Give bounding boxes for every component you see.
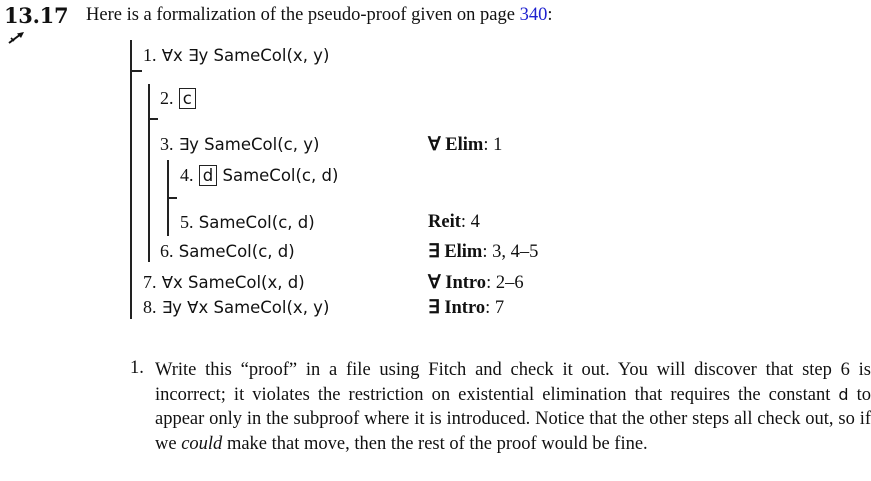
boxed-constant: d	[199, 165, 217, 186]
arrow-icon	[7, 31, 25, 45]
justification-7	[428, 272, 524, 294]
boxed-constant: c	[179, 88, 196, 109]
proof-line-4	[180, 165, 338, 186]
main-scope-bar	[130, 40, 132, 319]
formula: ∀x SameCol(x, d)	[161, 273, 305, 292]
exercise-intro-end: :	[547, 5, 553, 25]
line-number: 1.	[143, 45, 157, 65]
proof-line-6	[160, 241, 295, 262]
problem-text-part: make that move, then the rest of the proof would be fine.	[222, 433, 648, 454]
citation: : 7	[485, 298, 505, 318]
subproof-c-bar	[148, 84, 150, 262]
line-number: 4.	[180, 165, 194, 185]
citation: : 4	[460, 212, 480, 232]
subproof-d-line	[167, 197, 177, 199]
problem-text-part: Write this “proof” in a file using Fitch and check it out. You will discover that step 6 is incorrect; it violates the restriction on existential elimination that requires the constant	[155, 360, 871, 405]
justification-6	[428, 241, 538, 263]
justification-5	[428, 212, 480, 233]
line-number: 3.	[160, 134, 174, 154]
emphasis-could: could	[181, 433, 223, 454]
justification-8	[428, 297, 504, 319]
problem-paragraph	[155, 358, 871, 456]
formula: ∃y SameCol(c, y)	[178, 135, 320, 154]
rule: ∃ Elim	[428, 242, 483, 262]
premise-line	[130, 70, 142, 72]
line-number: 7.	[143, 272, 157, 292]
proof-line-7	[143, 272, 305, 293]
proof-line-1	[143, 45, 329, 66]
citation: : 2–6	[486, 273, 524, 293]
exercise-number: 13.17	[4, 3, 69, 28]
proof-line-2	[160, 88, 196, 109]
problem-text-part: to appear only in the subproof where it is introduced. Notice that the other steps all check out, so if we	[155, 384, 871, 454]
rule: ∀ Intro	[428, 273, 487, 293]
line-number: 5.	[180, 212, 194, 232]
formula: SameCol(c, d)	[178, 242, 295, 261]
line-number: 8.	[143, 297, 157, 317]
formula: ∃y ∀x SameCol(x, y)	[161, 298, 330, 317]
line-number: 6.	[160, 241, 174, 261]
proof-line-3	[160, 134, 319, 155]
citation: : 1	[483, 135, 503, 155]
proof-line-5	[180, 212, 315, 233]
proof-line-8	[143, 297, 329, 318]
citation: : 3, 4–5	[482, 242, 539, 262]
exercise-intro-text: Here is a formalization of the pseudo-proof given on page	[86, 5, 520, 25]
exercise-intro	[86, 5, 552, 26]
constant-d: d	[838, 384, 849, 404]
formula: SameCol(c, d)	[198, 213, 315, 232]
formula: ∀x ∃y SameCol(x, y)	[161, 46, 330, 65]
line-number: 2.	[160, 88, 174, 108]
rule: ∀ Elim	[428, 135, 484, 155]
rule: Reit	[428, 212, 461, 232]
subproof-c-line	[148, 118, 158, 120]
rule: ∃ Intro	[428, 298, 486, 318]
problem-item-number: 1.	[130, 358, 144, 378]
page-link[interactable]: 340	[519, 5, 548, 25]
justification-3	[428, 134, 502, 156]
formula: SameCol(c, d)	[222, 166, 339, 185]
